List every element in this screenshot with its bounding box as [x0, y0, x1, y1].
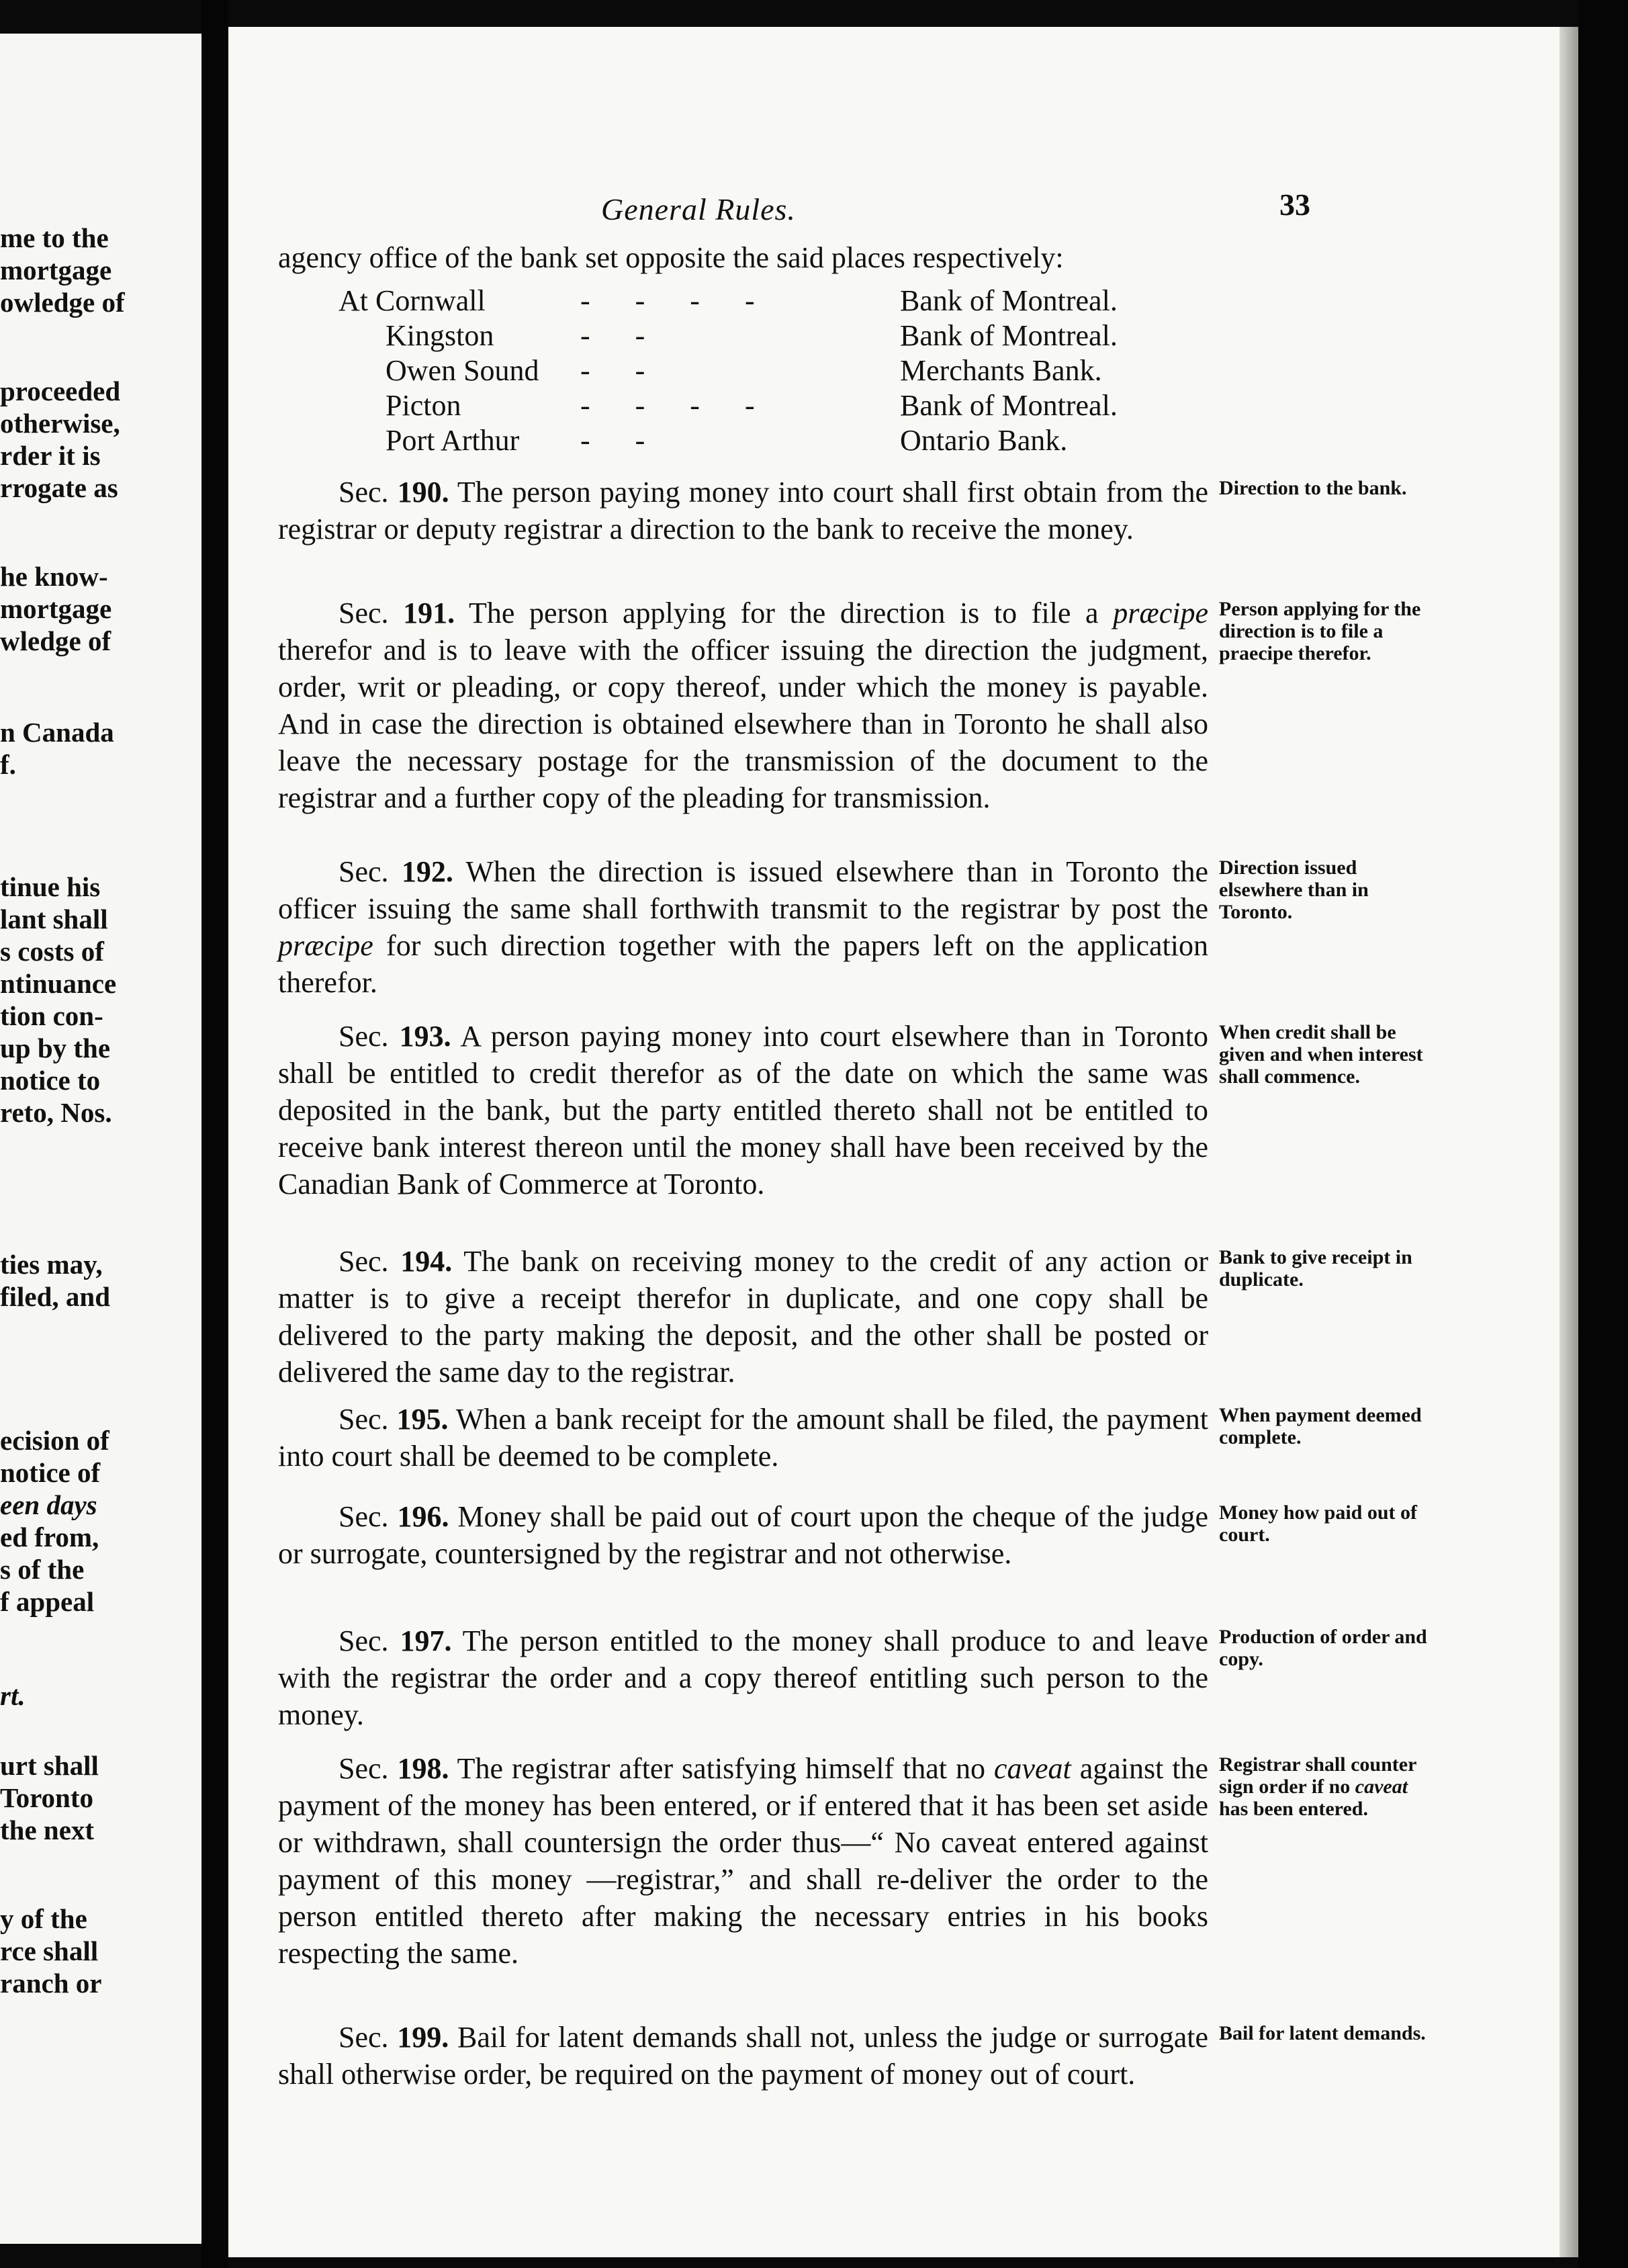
- margin-note: Direction to the bank.: [1219, 477, 1407, 499]
- margin-note-text: has been entered.: [1219, 1798, 1368, 1820]
- section-label: Sec.: [338, 855, 389, 888]
- bank-row: [338, 284, 1332, 318]
- section-number: 195.: [396, 1403, 449, 1436]
- section-text: The bank on receiving money to the credit of any action or matter is to give a receipt therefor in duplicate, and one copy shall be delivered to the party making the deposit, and the other shall be posted or delivered the same day to the registrar.: [278, 1245, 1209, 1389]
- left-page-fragment: mortgage: [0, 255, 112, 286]
- margin-note: When payment deemed complete.: [1219, 1404, 1422, 1448]
- left-page-fragment: ed from,: [0, 1522, 99, 1553]
- section-number: 191.: [403, 597, 455, 629]
- left-page-fragment: up by the: [0, 1033, 111, 1063]
- section-label: Sec.: [338, 1500, 389, 1533]
- left-page-fragment: rce shall: [0, 1935, 99, 1966]
- section-197: [278, 1622, 1208, 1733]
- continuation-line: agency office of the bank set opposite the said places respectively:: [278, 241, 1064, 274]
- section-label: Sec.: [338, 1020, 389, 1053]
- bank-row: [338, 353, 1332, 388]
- left-page-fragment: rder it is: [0, 440, 101, 471]
- section-number: 194.: [400, 1245, 453, 1278]
- left-page-fragment: n Canada: [0, 717, 114, 748]
- left-page-fragment: f appeal: [0, 1586, 95, 1617]
- left-page-fragment: filed, and: [0, 1281, 111, 1312]
- margin-note-text: Registrar shall counter sign order if no: [1219, 1753, 1416, 1798]
- leader-dashes: - - - -: [580, 284, 774, 317]
- section-text-italic: præcipe: [1113, 597, 1208, 629]
- page-number: 33: [1279, 187, 1310, 222]
- left-page-fragment: he know-: [0, 561, 108, 592]
- bank-row: [338, 318, 1332, 353]
- left-page-fragment: lant shall: [0, 904, 108, 934]
- left-page-fragment: owledge of: [0, 287, 125, 318]
- left-page-fragment: mortgage: [0, 593, 112, 624]
- running-head: General Rules.: [601, 192, 796, 226]
- book-gutter: [201, 0, 228, 2268]
- place-name: Owen Sound: [386, 354, 539, 387]
- section-text: for such direction together with the papers left on the application therefor.: [278, 929, 1209, 999]
- section-label: Sec.: [338, 1403, 389, 1436]
- section-text-italic: præcipe: [278, 929, 373, 962]
- section-191: [278, 595, 1208, 816]
- section-192: [278, 853, 1208, 1001]
- place-name: Port Arthur: [386, 424, 520, 457]
- leader-dashes: - -: [580, 424, 664, 457]
- section-label: Sec.: [338, 1624, 389, 1657]
- previous-page-fragment: [0, 34, 201, 2244]
- bank-name: Bank of Montreal.: [900, 319, 1118, 352]
- left-page-fragment: otherwise,: [0, 408, 120, 439]
- place-name: Picton: [386, 389, 461, 422]
- bank-name: Merchants Bank.: [900, 354, 1102, 387]
- section-text: against the payment of the money has been entered, or if entered that it has been set aside or withdrawn, shall countersign the order thus—“ No caveat entered against payment of this money —registrar,” and shall re-deliver the order to the person entitled thereto after making the necessary entries in his books respecting the same.: [278, 1752, 1209, 1970]
- left-page-fragment: ntinuance: [0, 968, 117, 999]
- leader-dashes: - -: [580, 319, 664, 352]
- margin-note: Person applying for the direction is to file a praecipe therefor.: [1219, 598, 1421, 664]
- section-number: 199.: [397, 2021, 449, 2054]
- page: [228, 27, 1578, 2257]
- leader-dashes: - -: [580, 354, 664, 387]
- left-page-fragment: urt shall: [0, 1750, 99, 1781]
- section-number: 190.: [397, 476, 449, 509]
- left-page-fragment: notice of: [0, 1457, 101, 1488]
- left-page-fragment: y of the: [0, 1903, 87, 1934]
- section-label: Sec.: [338, 1245, 389, 1278]
- section-198: [278, 1750, 1208, 1972]
- section-190: [278, 474, 1208, 548]
- left-page-fragment: s of the: [0, 1554, 85, 1585]
- place-name: At Cornwall: [338, 284, 486, 317]
- place-name: Kingston: [386, 319, 494, 352]
- margin-note-italic: caveat: [1355, 1776, 1408, 1798]
- section-text-italic: caveat: [993, 1752, 1071, 1785]
- section-text: When the direction is issued elsewhere than in Toronto the officer issuing the same shall forthwith transmit to the registrar by post the: [278, 855, 1208, 925]
- section-text: The person entitled to the money shall produce to and leave with the registrar the order and a copy thereof entitling such person to the money.: [278, 1624, 1209, 1731]
- section-text: The registrar after satisfying himself that no: [457, 1752, 985, 1785]
- section-194: [278, 1243, 1208, 1391]
- left-page-fragment: proceeded: [0, 376, 121, 406]
- left-page-fragment: me to the: [0, 222, 109, 253]
- left-page-fragment: Toronto: [0, 1782, 93, 1813]
- section-text: The person applying for the direction is to file a: [469, 597, 1099, 629]
- section-196: [278, 1498, 1208, 1572]
- left-page-fragment: s costs of: [0, 936, 104, 967]
- left-page-fragment: ecision of: [0, 1425, 109, 1456]
- margin-note: Bail for latent demands.: [1219, 2022, 1426, 2044]
- section-label: Sec.: [338, 1752, 389, 1785]
- bank-row: [338, 423, 1332, 458]
- left-page-fragment: rt.: [0, 1680, 26, 1711]
- left-page-fragment: f.: [0, 749, 16, 780]
- section-number: 193.: [399, 1020, 451, 1053]
- section-label: Sec.: [338, 476, 389, 509]
- bank-name: Bank of Montreal.: [900, 389, 1118, 422]
- margin-note: Bank to give receipt in duplicate.: [1219, 1246, 1412, 1291]
- section-number: 192.: [401, 855, 453, 888]
- scan-border: [1578, 0, 1628, 2268]
- section-label: Sec.: [338, 597, 389, 629]
- section-text: When a bank receipt for the amount shall be filed, the payment into court shall be deemed to be complete.: [278, 1403, 1208, 1473]
- section-number: 198.: [397, 1752, 449, 1785]
- section-number: 197.: [400, 1624, 452, 1657]
- bank-name: Ontario Bank.: [900, 424, 1068, 457]
- left-page-fragment: the next: [0, 1815, 95, 1845]
- section-199: [278, 2019, 1208, 2093]
- left-page-fragment: ranch or: [0, 1968, 102, 1999]
- left-page-fragment: notice to: [0, 1065, 101, 1096]
- page-edge-shadow: [1559, 27, 1578, 2257]
- left-page-fragment: tion con-: [0, 1000, 103, 1031]
- section-195: [278, 1401, 1208, 1475]
- left-page-fragment: een days: [0, 1489, 97, 1520]
- bank-name: Bank of Montreal.: [900, 284, 1118, 317]
- leader-dashes: - - - -: [580, 389, 774, 422]
- section-label: Sec.: [338, 2021, 389, 2054]
- section-number: 196.: [397, 1500, 449, 1533]
- bank-row: [338, 388, 1332, 423]
- left-page-fragment: rrogate as: [0, 472, 118, 503]
- margin-note: When credit shall be given and when interest shall commence.: [1219, 1021, 1423, 1088]
- section-text: The person paying money into court shall first obtain from the registrar or deputy registrar a direction to the bank to receive the money.: [278, 476, 1208, 546]
- section-text: therefor and is to leave with the officer issuing the direction the judgment, order, writ or pleading, or copy thereof, under which the money is payable. And in case the direction is obtained elsewhere than in Toronto he shall also leave the necessary postage for the transmission of the document to the registrar and a further copy of the pleading for transmission.: [278, 634, 1208, 814]
- section-193: [278, 1018, 1208, 1203]
- left-page-fragment: ties may,: [0, 1249, 103, 1280]
- section-text: Money shall be paid out of court upon the cheque of the judge or surrogate, countersigned by the registrar and not otherwise.: [278, 1500, 1209, 1570]
- margin-note: [1219, 1753, 1427, 1820]
- section-text: A person paying money into court elsewhere than in Toronto shall be entitled to credit therefor as of the date on which the same was deposited in the bank, but the party entitled thereto shall not be entitled to receive bank interest thereon until the money shall have been received by the Canadian Bank of Commerce at Toronto.: [278, 1020, 1209, 1201]
- margin-note: Direction issued elsewhere than in Toronto.: [1219, 857, 1369, 923]
- left-page-fragment: reto, Nos.: [0, 1097, 112, 1128]
- margin-note: Money how paid out of court.: [1219, 1501, 1418, 1546]
- bank-list: [338, 284, 1332, 458]
- left-page-fragment: wledge of: [0, 625, 111, 656]
- left-page-fragment: tinue his: [0, 871, 101, 902]
- section-text: Bail for latent demands shall not, unless the judge or surrogate shall otherwise order, be required on the payment of money out of court.: [278, 2021, 1209, 2091]
- margin-note: Production of order and copy.: [1219, 1626, 1427, 1670]
